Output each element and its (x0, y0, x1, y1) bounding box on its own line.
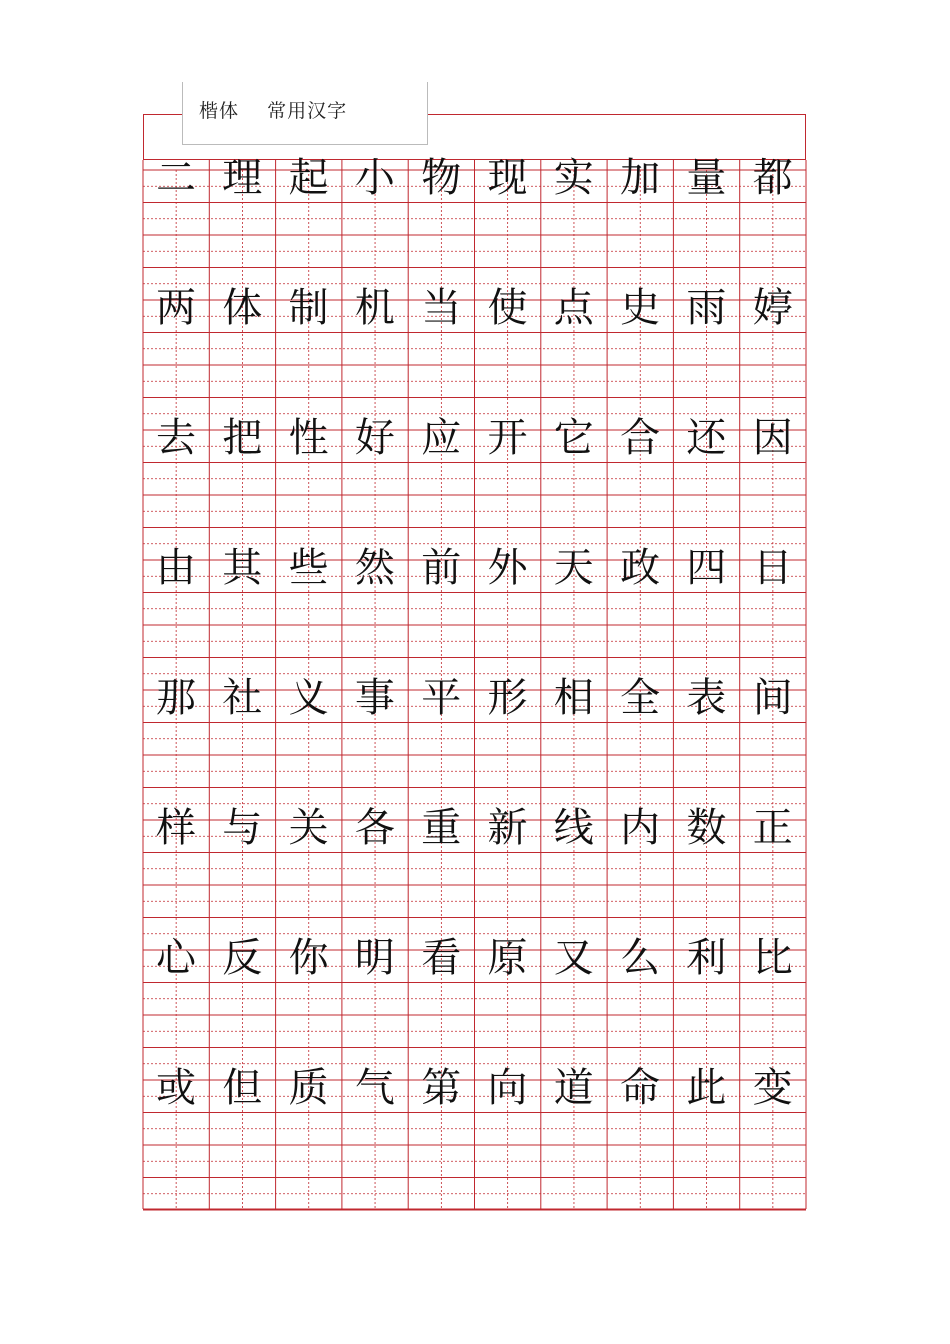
practice-character: 些 (288, 545, 329, 591)
practice-character: 质 (288, 1065, 329, 1111)
practice-character: 此 (686, 1065, 727, 1111)
practice-character: 雨 (686, 285, 727, 331)
practice-character: 都 (752, 155, 793, 201)
practice-character: 心 (156, 935, 196, 981)
practice-character: 义 (288, 675, 329, 721)
practice-character: 明 (354, 935, 395, 981)
practice-character: 变 (752, 1065, 793, 1111)
practice-character: 制 (288, 285, 329, 331)
practice-character: 把 (222, 415, 263, 461)
practice-character: 小 (354, 155, 395, 201)
practice-character: 利 (686, 935, 727, 981)
practice-character: 量 (686, 155, 727, 201)
practice-character: 形 (487, 675, 528, 721)
practice-character: 关 (288, 805, 329, 851)
practice-character: 向 (487, 1065, 528, 1111)
practice-character: 现 (487, 155, 528, 201)
practice-character: 还 (686, 415, 727, 461)
practice-character: 性 (288, 415, 329, 461)
practice-character: 内 (620, 805, 661, 851)
practice-character: 么 (620, 935, 661, 981)
practice-character: 相 (553, 675, 594, 721)
practice-character: 物 (421, 155, 462, 201)
practice-character: 政 (620, 545, 661, 591)
practice-character: 四 (686, 545, 727, 591)
practice-character: 社 (222, 675, 263, 721)
practice-character: 其 (222, 545, 263, 591)
practice-character: 日 (752, 545, 793, 591)
practice-character: 前 (421, 545, 462, 591)
practice-character: 道 (553, 1065, 594, 1111)
practice-character: 与 (222, 805, 263, 851)
practice-character: 起 (288, 155, 329, 201)
practice-character: 看 (421, 935, 462, 981)
practice-character: 两 (156, 285, 196, 331)
practice-character: 或 (156, 1065, 196, 1111)
practice-character: 好 (354, 415, 395, 461)
practice-character: 当 (421, 285, 462, 331)
practice-character: 点 (553, 285, 594, 331)
practice-character: 机 (354, 285, 395, 331)
practice-character: 史 (620, 285, 661, 331)
practice-character: 又 (553, 935, 594, 981)
practice-character: 线 (553, 805, 594, 851)
practice-character: 婷 (752, 285, 793, 331)
practice-character: 合 (620, 415, 661, 461)
practice-character: 比 (752, 935, 793, 981)
practice-character: 由 (156, 545, 196, 591)
practice-character: 外 (487, 545, 528, 591)
practice-character: 反 (222, 935, 263, 981)
practice-character: 它 (553, 415, 594, 461)
practice-character: 因 (752, 415, 793, 461)
practice-character: 原 (487, 935, 528, 981)
practice-character: 开 (487, 415, 528, 461)
practice-character: 使 (487, 285, 528, 331)
practice-character: 全 (620, 675, 661, 721)
practice-character: 理 (222, 155, 263, 201)
practice-character: 但 (222, 1065, 263, 1111)
practice-character: 你 (288, 935, 329, 981)
practice-character: 应 (421, 415, 462, 461)
practice-character: 气 (354, 1065, 395, 1111)
practice-character: 样 (156, 805, 196, 851)
practice-character: 体 (222, 285, 263, 331)
practice-character: 间 (752, 675, 793, 721)
practice-character: 然 (354, 545, 395, 591)
practice-character: 加 (620, 155, 661, 201)
practice-character: 平 (421, 675, 462, 721)
practice-character: 表 (686, 675, 727, 721)
practice-character: 新 (487, 805, 528, 851)
practice-character: 事 (354, 675, 395, 721)
practice-character: 各 (354, 805, 395, 851)
header-title: 楷体 常用汉字 (199, 100, 348, 122)
practice-character: 重 (421, 805, 462, 851)
practice-character: 实 (553, 155, 594, 201)
practice-character: 第 (421, 1065, 462, 1111)
practice-character: 天 (553, 545, 594, 591)
practice-character: 去 (156, 415, 196, 461)
practice-character: 正 (752, 805, 793, 851)
practice-character: 数 (686, 805, 727, 851)
practice-character: 那 (156, 675, 196, 721)
practice-character: 二 (156, 155, 196, 201)
practice-character: 命 (620, 1065, 661, 1111)
